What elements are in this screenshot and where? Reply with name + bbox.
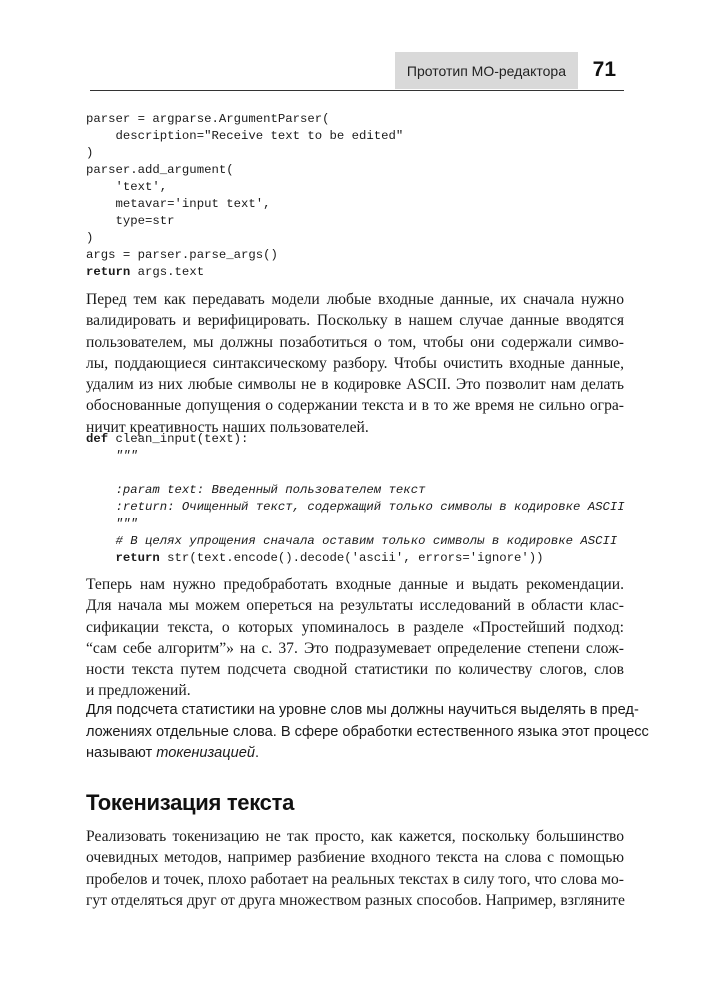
- paragraph-validation: [86, 289, 624, 438]
- text-fragment: .: [254, 745, 260, 761]
- return-expression: str(text.encode().decode('ascii', errors='ignore')): [159, 551, 544, 565]
- code-line-blank: [86, 465, 625, 482]
- def-keyword: def: [86, 432, 109, 446]
- code-line-return: [86, 264, 403, 281]
- code-comment: # В целях упрощения сначала оставим только символы в кодировке ASCII: [86, 534, 618, 548]
- text-line: Перед тем как передавать модели любые входные данные, их сначала нужно: [86, 291, 624, 308]
- return-keyword: return: [86, 551, 160, 565]
- code-block-clean-input: [86, 431, 625, 567]
- text-line: Теперь нам нужно предобработать входные данные и выдать рекомендации.: [86, 576, 624, 593]
- return-keyword: return: [86, 265, 131, 279]
- code-line: ): [86, 231, 94, 245]
- code-line: """: [86, 449, 138, 463]
- code-line: args = parser.parse_args(): [86, 248, 278, 262]
- code-line: [86, 550, 625, 567]
- code-line: [86, 431, 625, 448]
- page-number: 71: [592, 58, 616, 81]
- code-line: ): [86, 146, 94, 160]
- def-signature: clean_input(text):: [108, 432, 249, 446]
- text-line: очевидных методов, например разбиение входного текста на слова с помощью: [86, 849, 624, 867]
- paragraph-tokenization: [86, 826, 624, 911]
- code-line: metavar='input text',: [86, 197, 271, 211]
- code-line: :param text: Введенный пользователем текст: [86, 483, 426, 497]
- text-line: сификации текста, о которых упоминалось в разделе «Простейший подход:: [86, 618, 624, 636]
- paragraph-preprocessing: [86, 574, 624, 702]
- code-line: :return: Очищенный текст, содержащий только символы в кодировке ASCII: [86, 500, 625, 514]
- text-line: Для начала мы можем опереться на результаты исследований в области клас-: [86, 597, 624, 615]
- section-heading: Токенизация текста: [86, 790, 295, 815]
- code-line: description="Receive text to be edited": [86, 129, 404, 143]
- term-emphasis: токенизацией: [156, 745, 255, 761]
- code-line: 'text',: [86, 180, 168, 194]
- text-line: Реализовать токенизацию не так просто, как кажется, поскольку большинство: [86, 828, 624, 845]
- text-line: ложениях отдельные слова. В сфере обработки естественного языка этот процесс: [86, 723, 649, 740]
- code-line: parser.add_argument(: [86, 163, 234, 177]
- text-line: удалим из них любые символы не в кодировке ASCII. Это позволит нам делать: [86, 376, 624, 394]
- text-line: обоснованные допущения о содержании текста и в то же время не сильно огра-: [86, 397, 624, 415]
- code-line: """: [86, 517, 138, 531]
- paragraph-tokenization-note: [86, 700, 649, 765]
- text-line: ничит креативность наших пользователей.: [86, 418, 369, 436]
- running-title: Прототип МО-редактора: [395, 52, 578, 89]
- text-line: гут отделяться друг от друга множеством разных способов. Например, взгляните: [86, 891, 625, 909]
- text-line: [86, 743, 624, 765]
- text-line: валидировать и верифицировать. Поскольку в нашем случае данные вводятся: [86, 312, 624, 330]
- text-line: пробелов и точек, плохо работает на реальных текстах в силу того, что слова мо-: [86, 870, 624, 888]
- text-line: и предложений.: [86, 682, 191, 700]
- text-line: Для подсчета статистики на уровне слов мы должны научиться выделять в пред-: [86, 702, 639, 718]
- code-line: parser = argparse.ArgumentParser(: [86, 112, 330, 126]
- text-line: пользователем, мы должны позаботиться о том, чтобы они содержали симво-: [86, 333, 624, 351]
- text-line: “сам себе алгоритм”» на с. 37. Это подразумевает определение степени слож-: [86, 639, 624, 657]
- code-line: type=str: [86, 214, 175, 228]
- text-line: лы, поддающиеся синтаксическому разбору. Чтобы очистить входные данные,: [86, 354, 624, 372]
- text-fragment: называют: [86, 745, 157, 761]
- return-rest: args.text: [130, 265, 205, 279]
- code-block-argparse: [86, 111, 403, 281]
- text-line: ности текста путем подсчета сводной статистики по количеству слогов, слов: [86, 661, 624, 679]
- running-header: [90, 52, 624, 91]
